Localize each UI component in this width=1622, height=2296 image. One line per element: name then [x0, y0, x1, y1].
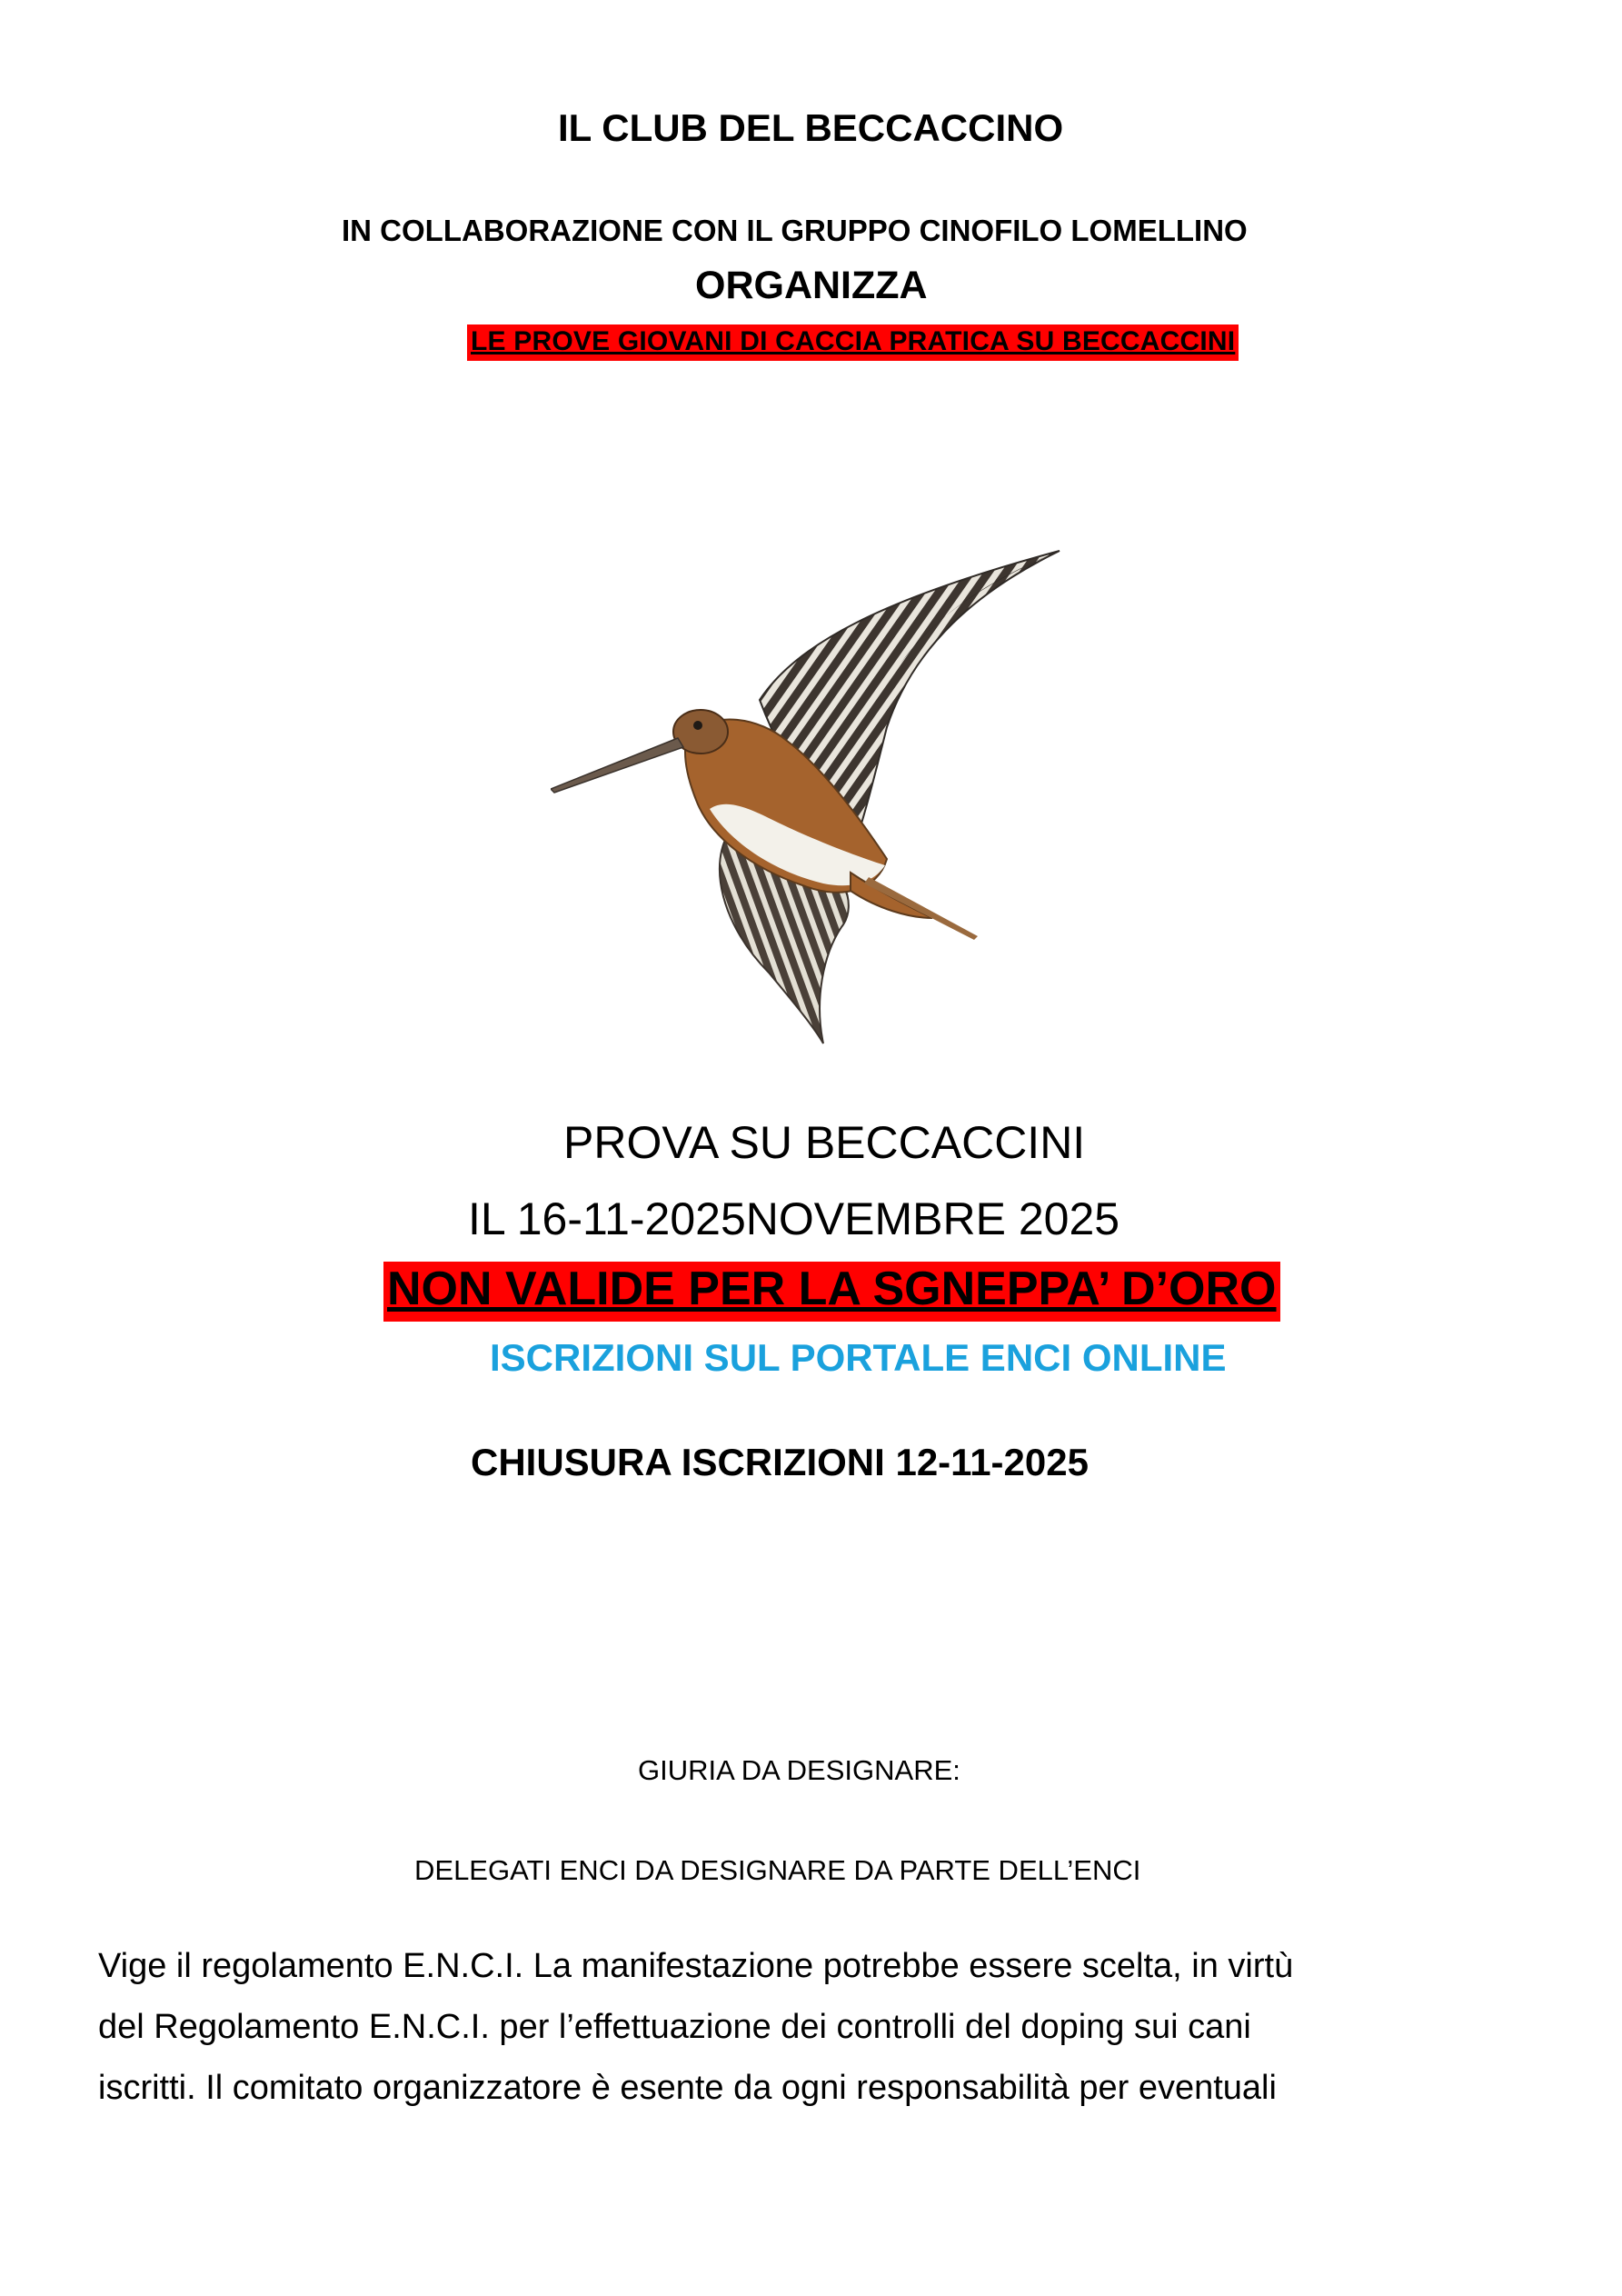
regulation-line: Vige il regolamento E.N.C.I. La manifestazione potrebbe essere scelta, in virtù: [98, 1947, 1294, 1985]
collaboration-line: IN COLLABORAZIONE CON IL GRUPPO CINOFILO LOMELLINO: [342, 214, 1248, 247]
event-banner: LE PROVE GIOVANI DI CACCIA PRATICA SU BECCACCINI: [467, 324, 1239, 361]
event-date: IL 16-11-2025NOVEMBRE 2025: [468, 1193, 1120, 1244]
bird-legs: [864, 877, 978, 940]
registration-closing: CHIUSURA ISCRIZIONI 12-11-2025: [471, 1441, 1089, 1483]
bird-bill: [551, 738, 683, 793]
registration-link[interactable]: ISCRIZIONI SUL PORTALE ENCI ONLINE: [490, 1336, 1227, 1379]
regulation-line: del Regolamento E.N.C.I. per l’effettuazione dei controlli del doping sui cani: [98, 2008, 1251, 2046]
delegates-line: DELEGATI ENCI DA DESIGNARE DA PARTE DELL’ENCI: [414, 1854, 1141, 1886]
validity-notice: NON VALIDE PER LA SGNEPPA’ D’ORO: [383, 1262, 1280, 1322]
regulation-line: iscritti. Il comitato organizzatore è esente da ogni responsabilità per eventuali: [98, 2069, 1277, 2107]
event-heading: PROVA SU BECCACCINI: [563, 1117, 1086, 1168]
snipe-bird-illustration: [551, 545, 1078, 1054]
jury-line: GIURIA DA DESIGNARE:: [638, 1754, 960, 1786]
club-title: IL CLUB DEL BECCACCINO: [558, 106, 1064, 149]
organizza-heading: ORGANIZZA: [695, 264, 928, 307]
